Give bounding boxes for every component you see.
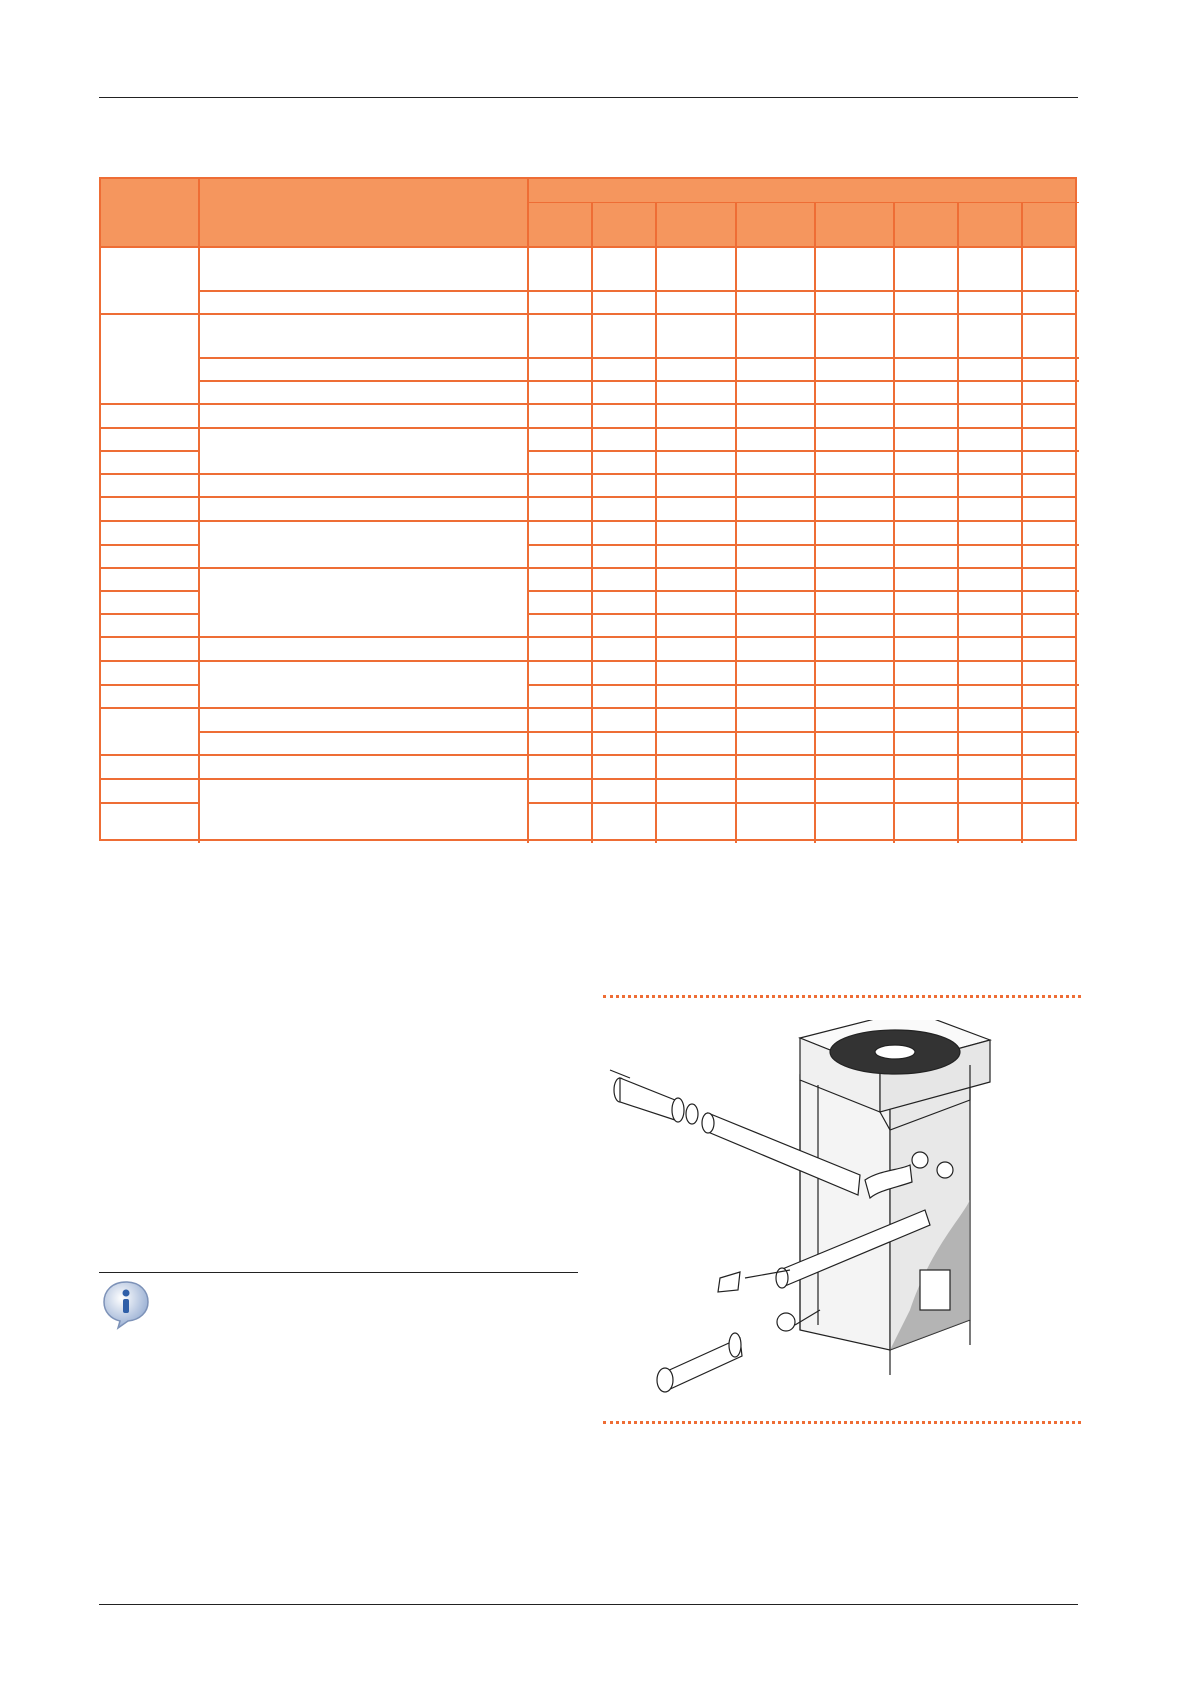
footer-rule <box>99 1604 1078 1605</box>
figure-bottom-border <box>603 1421 1081 1424</box>
note-rule <box>99 1272 578 1273</box>
figure-top-border <box>603 995 1081 998</box>
header-rule <box>99 97 1078 98</box>
heat-pump-exploded-diagram <box>590 1020 1090 1420</box>
table-header <box>101 179 1075 246</box>
info-icon <box>100 1278 152 1330</box>
spec-table <box>99 177 1077 841</box>
